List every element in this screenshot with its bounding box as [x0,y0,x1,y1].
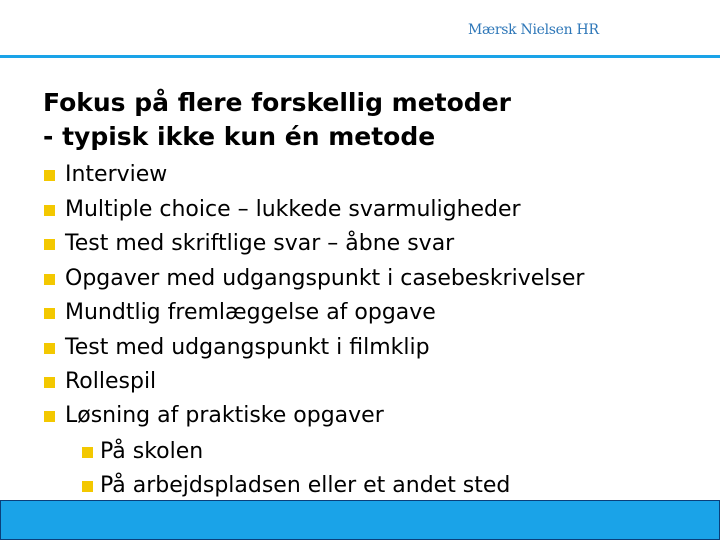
bullet-square-icon [44,343,55,354]
sub-bullet-text: På skolen [100,439,204,464]
bullet-text: Opgaver med udgangspunkt i casebeskrivelser [65,266,585,291]
bullet-square-icon [82,481,93,492]
slide-title [43,86,511,154]
title-line-1: Fokus på flere forskellig metoder [43,88,511,117]
bullet-text: Løsning af praktiske opgaver [65,403,384,428]
bullet-square-icon [44,170,55,181]
bullet-text: Mundtlig fremlæggelse af opgave [65,300,436,325]
footer-bar [0,500,720,540]
bullet-text: Test med skriftlige svar – åbne svar [65,231,455,256]
header-divider [0,55,720,58]
bullet-square-icon [44,308,55,319]
bullet-square-icon [82,447,93,458]
sub-bullet-text: På arbejdspladsen eller et andet sted [100,473,511,498]
bullet-square-icon [44,205,55,216]
bullet-square-icon [44,411,55,422]
bullet-square-icon [44,239,55,250]
bullet-text: Multiple choice – lukkede svarmuligheder [65,197,521,222]
title-line-2: - typisk ikke kun én metode [43,122,436,151]
bullet-text: Interview [65,162,168,187]
bullet-square-icon [44,274,55,285]
bullet-text: Test med udgangspunkt i filmklip [65,335,430,360]
brand-name: Mærsk Nielsen HR [468,22,599,38]
bullet-square-icon [44,377,55,388]
bullet-text: Rollespil [65,369,157,394]
